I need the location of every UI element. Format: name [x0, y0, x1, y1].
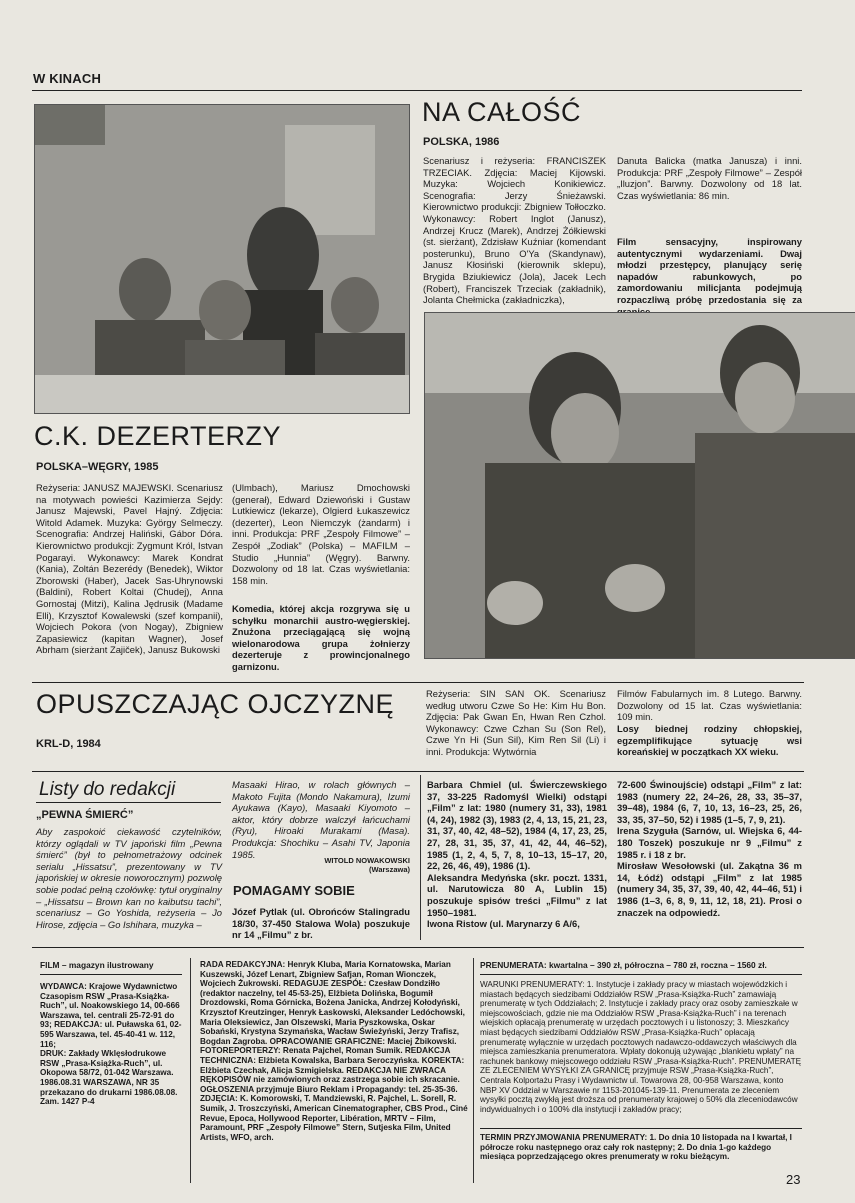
listy-headline: „PEWNA ŚMIERĆ” — [36, 809, 134, 821]
na-calosc-blurb: Film sensacyjny, inspirowany autentycznymi wydarzeniami. Dwaj młodzi przestępcy, planujący serię napadów rabunkowych, po zamordowaniu milicjanta podejmują rozpaczliwą próbę przedostania się za — [617, 236, 802, 305]
listy-title: Listy do redakcji — [39, 779, 176, 800]
ck-dezerterzy-photo-image — [35, 105, 409, 413]
page-number: 23 — [786, 1172, 801, 1187]
ck-dezerterzy-photo — [34, 104, 410, 414]
footer-divider-1 — [190, 958, 191, 1183]
exchange-col3: Barbara Chmiel (ul. Świerczewskiego 37, 33-225 Radomyśl Wielki) odstąpi „Film” z lat: 1980 (numery 31, 33), 1981 (4, 24), 1982 (3), 1983 (2, 4, 13, 15, 21, 23, 31, 37, 40, 42, 48–52), 1984 (4, 17, 23, 25, 27, 28, 31, 35, 37, 41, 42, 44, 46–52), 1985 (1, 2, 4, 5, 7, 8, 10–13, 15–17, 20, 22, 26, 46, 49), 1986 (1). Aleksandra Medyńska (skr. poczt. 1331, ul. Narutowicza 80 A, Lublin 15) poszukuje spisów treści „Filmu” z lat 1950–1981. Iwona Ristow (ul. Marynarzy 6 A/6, — [427, 779, 607, 930]
prenumerata-underline — [480, 974, 802, 975]
opuszczajac-subtitle: KRL-D, 1984 — [36, 738, 101, 750]
ck-credits-col2: (Ulmbach), Mariusz Dmochowski (generał), Edward Dziewoński i Gustaw Lutkiewicz (lekarze), Olgierd Łukaszewicz (dezerter), Leon Niemczyk (żandarm) i inni. Produkcja: PRF „Zespoły Filmowe” – Zespół „Zodiak” (Polska) – MAFILM – Studio „Hunnia” (Węgry). Barwny. Dozwolony od 18 lat. Czas wyświetlania: 158 min. — [232, 482, 410, 586]
listy-rule — [32, 771, 804, 772]
na-calosc-photo-image — [425, 313, 855, 658]
opuszczajac-credits-col1: Reżyseria: SIN SAN OK. Scenariusz według utworu Czwe So He: Kim Hu Bon. Zdjęcia: Pak Gwan En, Hwan Ren Czhol. Wykonawcy: Czwe Czhan Su (Son Rel), Czwe Yn Hi (Sun Sil), Kim Ren Sil (Li) i inni. Produkcja: Wytwórnia — [426, 688, 606, 757]
section-header: W KINACH — [33, 71, 102, 86]
listy-title-underline — [36, 802, 221, 803]
listy-signature: WITOLD NOWAKOWSKI (Warszawa) — [324, 856, 410, 874]
footer-rule — [32, 947, 804, 948]
mid-rule — [32, 682, 804, 683]
ck-blurb: Komedia, której akcja rozgrywa się u schyłku monarchii austro-węgierskiej. Znużona przeciągającą się wojną wielonarodowa grupa żołnierzy dezerteruje z prowincjonalnego garnizonu. — [232, 603, 410, 672]
na-calosc-title: NA CAŁOŚĆ — [422, 97, 582, 127]
ck-title: C.K. DEZERTERZY — [34, 421, 282, 451]
pomagamy-text: Józef Pytlak (ul. Obrońców Stalingradu 18/30, 37-450 Stalowa Wola) poszukuje nr 14 „Filmu” z br. — [232, 906, 410, 941]
ck-credits-col1: Reżyseria: JANUSZ MAJEWSKI. Scenariusz na motywach powieści Kazimierza Sejdy: Janusz Majewski, Pavel Hajný. Zdjęcia: Witold Adamek. Muzyka: György Selmeczy. Scenografia: Andrzej Haliński, Gábor Dóra. Kierownictwo produkcji: Zygmunt Król, Istvan Pogarayi. Wykonawcy: Marek Kondrat (Kania), Zoltán Bezerédy (Benedek), Wiktor Zborowski (Haber), Jacek Sas-Uhrynowski (Baldini), Robert Koltai (Chudej), Anna Gornostaj (Mitzi), Kalina Jędrusik (Madame Elli), Krzysztof Kowalewski (szef kompanii), Wojciech Pokora (von Nogay), Zbigniew Zapasiewicz (kapitan Wagner), Josef Abrham (sierżant Zajiček), Janusz Bukowski — [36, 482, 223, 656]
masthead-underline — [40, 974, 182, 975]
termin-text: TERMIN PRZYJMOWANIA PRENUMERATY: 1. Do dnia 10 listopada na I kwartał, I półrocze roku następnego oraz cały rok następny; 2. Do dnia 1-go każdego miesiąca poprzedzającego okres prenumeraty w roku bieżącym. — [480, 1133, 792, 1162]
opuszczajac-blurb: Losy biednej rodziny chłopskiej, egzemplifikujące sytuację wsi koreańskiej w początkach XX wieku. — [617, 723, 802, 758]
film-masthead-text: WYDAWCA: Krajowe Wydawnictwo Czasopism RSW „Prasa-Książka-Ruch”, ul. Noakowskiego 14, 00-666 Warszawa, tel. centrali 25-72-91 do 93; REDAKCJA: ul. Puławska 61, 02-595 Warszawa, tel. 45-40-41 w. 112, 116; DRUK: Zakłady Wklęsłodrukowe RSW „Prasa-Książka-Ruch”, ul. Okopowa 58/72, 01-042 Warszawa. 1986.08.31 WARSZAWA, NR 35 przekazano do drukarni 1986.08.08. Zam. 1427 P-4 — [40, 982, 182, 1107]
listy-letter-col1: Aby zaspokoić ciekawość czytelników, którzy oglądali w TV japoński film „Pewna śmierć” (był to pełnometrażowy odcinek serialu „Hissatsu”, prezentowany w TV japońskiej w okresie noworocznym) pozwolę sobie podać pełną czołówkę: tytuł oryginalny – „Hissatsu – Brown kan no kaibutsu tachi”, scenariusz – Go Yoshida, reżyseria – Jo Hirose, zdjęcia – Go Ishihara, muzyka – — [36, 826, 222, 930]
opuszczajac-title: OPUSZCZAJĄC OJCZYZNĘ — [36, 689, 395, 719]
prenumerata-head: PRENUMERATA: kwartalna – 390 zł, półroczna – 780 zł, roczna – 1560 zł. — [480, 960, 767, 970]
termin-rule — [480, 1128, 802, 1129]
pomagamy-title: POMAGAMY SOBIE — [233, 883, 355, 898]
na-calosc-photo — [424, 312, 855, 659]
ck-subtitle: POLSKA–WĘGRY, 1985 — [36, 461, 159, 473]
na-calosc-subtitle: POLSKA, 1986 — [423, 136, 500, 148]
na-calosc-credits-col1: Scenariusz i reżyseria: FRANCISZEK TRZECIAK. Zdjęcia: Maciej Kijowski. Muzyka: Wojciech Konikiewicz. Scenografia: Jerzy Śnieżawski. Kierownictwo produkcji: Zbigniew Tołłoczko. Wykonawcy: Robert Inglot (Janusz), Andrzej Krucz (Marek), Andrzej Żółkiewski (st. sierżant), Zdzisław Kuźniar (komendant posterunku), Bruno O'Ya (Skandynaw), Janusz Kłosiński (kierownik sklepu), Brygida Bziukiewicz (Jola), Jacek Lech (Robert), Franciszek Trzeciak (zakładnik), Jolanta Chełmicka (zakładniczka), — [423, 155, 606, 306]
prenumerata-text: WARUNKI PRENUMERATY: 1. Instytucje i zakłady pracy w miastach wojewódzkich i miastach będących siedzibami Oddziałów RSW „Prasa-Książka-Ruch” zamawiają prenumeratę w tych Oddziałach; 2. Instytucje i zakłady pracy oraz osoby zamieszkałe w miejscowościach, gdzie nie ma Oddziałów RSW „Prasa-Książka-Ruch” i na terenach wiejskich opłacają prenumeratę w urzędach pocztowych i u listonoszy; 3. Mieszkańcy miast będących siedzibami Oddziałów RSW „Prasa-Książka-Ruch” opłacają prenumeratę wyłącznie w urzędach pocztowych nadawczo-oddawczych właściwych dla miejsca zamieszkania prenumeratora. Wpłaty dokonują używając „blankietu wpłaty” na rachunek bankowy miejscowego oddziału RSW „Prasa-Książka-Ruch”. PRENUMERATĘ ZE ZLECENIEM WYSYŁKI ZA GRANICĘ przyjmuje RSW „Prasa-Książka-Ruch”, Centrala Kolportażu Prasy i Wydawnictw ul. Towarowa 28, 00-958 Warszawa, konto NBP XV Oddział w Warszawie nr 1153-201045-139-11. Prenumerata ze zleceniem wysyłki pocztą zwykłą jest droższa od prenumeraty krajowej o 50% dla zleceniodawców indywidualnych i o 100% dla instytucji i zakładów pracy; — [480, 980, 802, 1114]
opuszczajac-credits-col2: Filmów Fabularnych im. 8 Lutego. Barwny. Dozwolony od 15 lat. Czas wyświetlania: 109 min. — [617, 688, 802, 723]
rada-redakcyjna-text: RADA REDAKCYJNA: Henryk Kluba, Maria Kornatowska, Marian Kuszewski, Józef Lenart, Zbigniew Safjan, Roman Wionczek, Wojciech Żukrowski. REDAGUJE ZESPÓŁ: Czesław Dondziłło (redaktor naczelny, tel 45-53-25), Elżbieta Dolińska, Bogumił Drozdowski, Roma Górnicka, Bożena Janicka, Andrzej Kołodyński, Krzysztof Kreutzinger, Henryk Łaskowski, Aleksander Ledóchowski, Maria Oleksiewicz, Jan Olszewski, Maria Pyszkowska, Oskar Sobański, Krystyna Szymańska, Wacław Świeżyński, Jerzy Trafisz, Bogdan Zagroba. OPRACOWANIE GRAFICZNE: Maciej Żbikowski. FOTOREPORTERZY: Renata Pajchel, Roman Sumik. REDAKCJA TECHNICZNA: Elżbieta Kowalska, Barbara Seroczyńska. KOREKTA: Elżbieta Czechak, Alicja Szmigielska. REDAKCJA NIE ZWRACA RĘKOPISÓW nie zamówionych oraz zastrzega sobie ich skracanie. OGŁOSZENIA przyjmuje Biuro Reklam i Propagandy: tel. 25-35-36. ZDJĘCIA: K. Komorowski, T. Mandziewski, R. Pajchel, L. Sorell, R. Sumik, J. Troszczyński, American Cinematographer, CBS Prod., Ciné Revue, Epoca, Hollywood Reporter, Libération, MRTV – Film, Paramount, PRF „Zespoły Filmowe” Stern, Sutjeska Film, United Artists, WFO, arch. — [200, 960, 468, 1142]
listy-divider — [420, 775, 421, 940]
header-rule — [32, 90, 802, 91]
exchange-col4: 72-600 Świnoujście) odstąpi „Film” z lat: 1983 (numery 22, 24–26, 28, 33, 35–37, 39–48), 1984 (6, 7, 10, 13, 16–23, 25, 26, 33, 35, 37–50, 52) i 1985 (1–5, 7, 9, 21). Irena Szyguła (Sarnów, ul. Wiejska 6, 44-180 Toszek) poszukuje nr 9 „Filmu” z 1985 r. i 18 z br. Mirosław Wesołowski (ul. Zakątna 36 m 14, Łódź) odstąpi „Film” z lat 1985 (numery 34, 35, 37, 39, 40, 42, 44–46, 51) i 1986 (1–3, 6, 8, 9, 11, 12, 18, 21). Prosi o znaczek na odpowiedź. — [617, 779, 802, 918]
film-masthead-title: FILM – magazyn ilustrowany — [40, 960, 154, 970]
na-calosc-credits-col2: Danuta Balicka (matka Janusza) i inni. Produkcja: PRF „Zespoły Filmowe” – Zespół „Iluzjon”. Barwny. Dozwolony od 18 lat. Czas wyświetlania: 86 min. — [617, 155, 802, 201]
listy-letter-col2: Masaaki Hirao, w rolach głównych – Makoto Fujita (Mondo Nakamura), Izumi Ayukawa (Kayo), Masaaki Kiyomoto – aktor, który dobrze walczył łańcuchami (Ryu), Hiroaki Murakami (Masa). Produkcja: Shochiku – Asahi TV, Japonia 1985. — [232, 779, 410, 860]
footer-divider-2 — [473, 958, 474, 1183]
